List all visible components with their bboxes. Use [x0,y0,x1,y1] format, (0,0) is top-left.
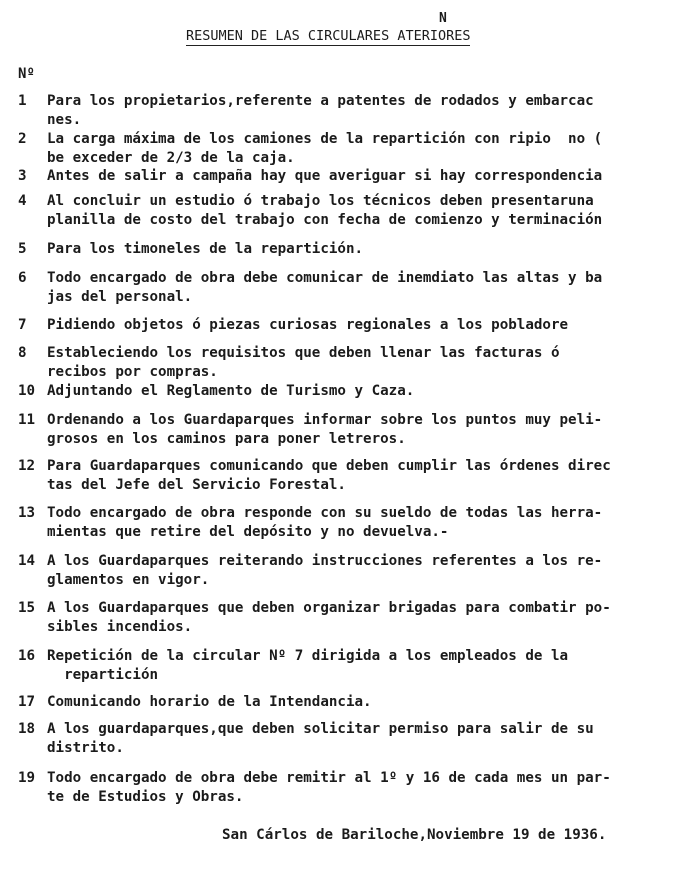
item-number: 8 [18,345,27,361]
item-number: 13 [18,505,36,521]
handwritten-correction: N [439,11,447,26]
item-text: Todo encargado de obra debe remitir al 1º y 16 de cada mes un par- te de Estudios y Obras. [47,770,611,805]
item-number: 11 [18,412,36,428]
item-number: 4 [18,193,27,209]
item-number: 1 [18,93,27,109]
number-column-header: Nº [18,66,35,82]
item-text: Comunicando horario de la Intendancia. [47,694,372,710]
place-and-date: San Cárlos de Bariloche,Noviembre 19 de 1936. [222,827,607,843]
item-text: Para los propietarios,referente a patentes de rodados y embarcac nes. [47,93,594,128]
item-text: Adjuntando el Reglamento de Turismo y Caza. [47,383,415,399]
item-number: 15 [18,600,36,616]
item-text: Todo encargado de obra debe comunicar de inemdiato las altas y ba jas del personal. [47,270,603,305]
item-number: 10 [18,383,36,399]
item-number: 5 [18,241,27,257]
item-number: 12 [18,458,36,474]
item-text: Pidiendo objetos ó piezas curiosas regionales a los pobladore [47,317,569,333]
item-text: Estableciendo los requisitos que deben llenar las facturas ó recibos por compras. [47,345,560,380]
item-number: 17 [18,694,36,710]
item-number: 14 [18,553,36,569]
item-text: Para los timoneles de la repartición. [47,241,364,257]
item-number: 6 [18,270,27,286]
item-text: A los guardaparques,que deben solicitar permiso para salir de su distrito. [47,721,594,756]
item-text: Todo encargado de obra responde con su sueldo de todas las herra- mientas que retire del depósito y no devuelva.- [47,505,603,540]
item-number: 7 [18,317,27,333]
item-text: A los Guardaparques que deben organizar brigadas para combatir po- sibles incendios. [47,600,611,635]
item-number: 18 [18,721,36,737]
item-text: Antes de salir a campaña hay que averiguar si hay correspondencia [47,168,603,184]
item-number: 19 [18,770,36,786]
item-text: Para Guardaparques comunicando que deben cumplir las órdenes direc tas del Jefe del Servicio Forestal. [47,458,611,493]
document-title: RESUMEN DE LAS CIRCULARES ATERIORES [186,28,471,44]
item-text: Al concluir un estudio ó trabajo los técnicos deben presentaruna planilla de costo del trabajo con fecha de comienzo y terminación [47,193,603,228]
item-text: La carga máxima de los camiones de la repartición con ripio no ( be exceder de 2/3 de la caja. [47,131,603,166]
item-text: Ordenando a los Guardaparques informar sobre los puntos muy peli- grosos en los caminos para poner letreros. [47,412,603,447]
item-number: 3 [18,168,27,184]
item-number: 16 [18,648,36,664]
item-text: Repetición de la circular Nº 7 dirigida a los empleados de la repartición [47,648,569,683]
item-text: A los Guardaparques reiterando instrucciones referentes a los re- glamentos en vigor. [47,553,603,588]
item-number: 2 [18,131,27,147]
